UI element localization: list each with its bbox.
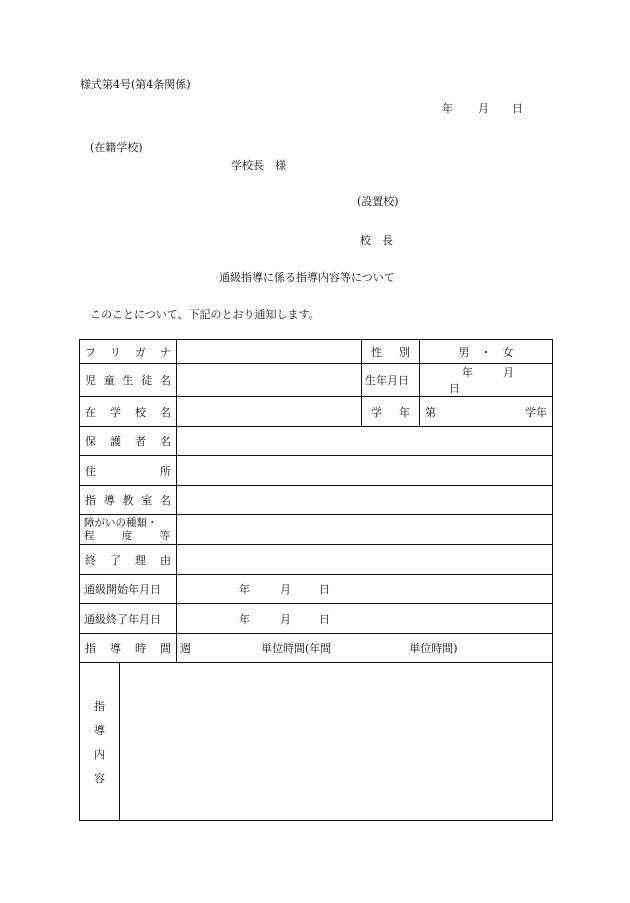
gender-label: 性 別 xyxy=(362,340,420,364)
content-label: 指 導 内 容 xyxy=(80,663,120,821)
student-name-field[interactable] xyxy=(177,364,362,397)
school-name-field[interactable] xyxy=(177,397,362,427)
document-subject: 通級指導に係る指導内容等について xyxy=(219,271,395,284)
setup-school-label: (設置校) xyxy=(357,195,399,208)
hours-field[interactable]: 週 単位時間(年間 単位時間) xyxy=(177,634,553,663)
classroom-label: 指 導 教 室 名 xyxy=(80,486,177,515)
form-number: 様式第4号(第4条関係) xyxy=(80,78,191,91)
school-name-label: 在 学 校 名 xyxy=(80,397,177,427)
notice-text: このことについて、下記のとおり通知します。 xyxy=(90,308,320,321)
start-date-field[interactable]: 年 月 日 xyxy=(177,575,553,604)
student-info-table xyxy=(79,339,553,821)
end-reason-label: 終 了 理 由 xyxy=(80,545,177,575)
hours-label: 指 導 時 間 xyxy=(80,634,177,663)
principal-addressee: 学校長 様 xyxy=(231,159,286,172)
gender-field[interactable]: 男 ・ 女 xyxy=(420,340,553,364)
disability-field[interactable] xyxy=(177,515,553,545)
classroom-field[interactable] xyxy=(177,486,553,515)
birthdate-label: 生年月日 xyxy=(362,364,420,397)
address-label: 住 所 xyxy=(80,456,177,486)
student-name-label: 児 童 生 徒 名 xyxy=(80,364,177,397)
address-field[interactable] xyxy=(177,456,553,486)
end-date-label: 通級終了年月日 xyxy=(80,604,177,634)
date-year-label: 年 xyxy=(442,102,453,115)
grade-label: 学 年 xyxy=(362,397,420,427)
start-date-label: 通級開始年月日 xyxy=(80,575,177,604)
disability-label: 障がいの種類・ 程 度 等 xyxy=(80,515,177,545)
sender-principal: 校 長 xyxy=(360,234,393,247)
enrolled-school-label: (在籍学校) xyxy=(90,141,143,154)
furigana-field[interactable] xyxy=(177,340,362,364)
date-day-label: 日 xyxy=(512,102,523,115)
birthdate-field[interactable]: 年 月日 xyxy=(420,364,553,397)
guardian-label: 保 護 者 名 xyxy=(80,427,177,456)
date-month-label: 月 xyxy=(478,102,489,115)
end-reason-field[interactable] xyxy=(177,545,553,575)
content-field[interactable] xyxy=(120,663,553,821)
end-date-field[interactable]: 年 月 日 xyxy=(177,604,553,634)
grade-field[interactable]: 第 学年 xyxy=(420,397,553,427)
furigana-label: フ リ ガ ナ xyxy=(80,340,177,364)
guardian-field[interactable] xyxy=(177,427,553,456)
